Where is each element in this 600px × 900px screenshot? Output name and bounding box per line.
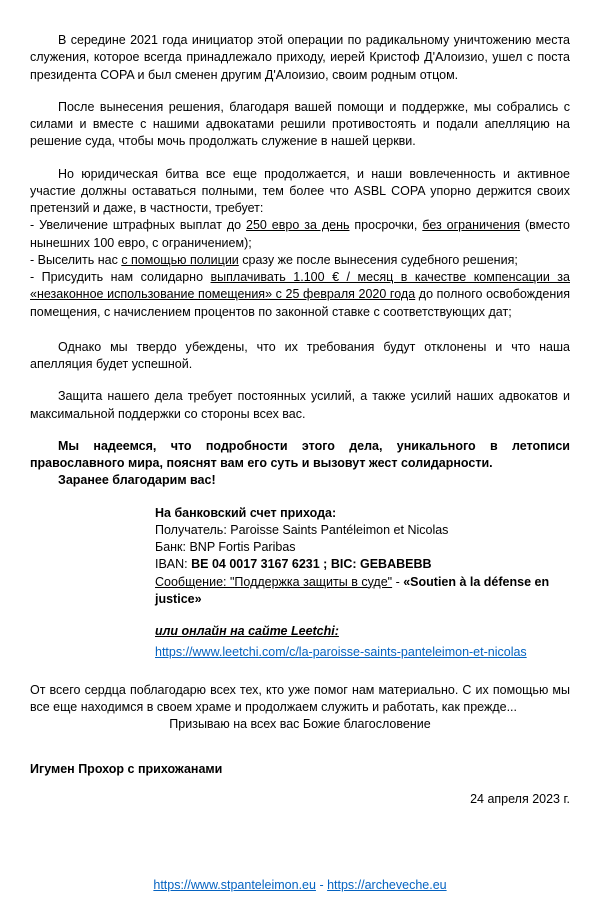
footer-links (0, 877, 600, 894)
leetchi-link-line (155, 644, 570, 661)
paragraph-legal-battle: Но юридическая битва все еще продолжается, и наши вовлеченность и активное участие должны оставаться полными, тем более что ASBL COPA упорно держится своих претензий и даже, в частности, требует: (30, 166, 570, 215)
list-item-compensation (30, 269, 570, 321)
closing-blessing: Призываю на всех вас Божие благословение (169, 717, 431, 731)
paragraph-conviction: Однако мы твердо убеждены, что их требования будут отклонены и что наша апелляция будет успешной. (30, 339, 570, 371)
footer-link-archeveche[interactable]: https://archeveche.eu (327, 877, 447, 892)
list-item-penalty-text-1: - Увеличение штрафных выплат до (30, 218, 247, 233)
list-item-penalty-text-3: (вместо нынешних 100 евро, с ограничением); (30, 218, 570, 250)
bank-iban-line (155, 556, 570, 573)
paragraph-defense-effort: Защита нашего дела требует постоянных усилий, а также усилий наших адвокатов и максимальной поддержки со стороны всех вас. (30, 389, 570, 421)
list-item-eviction-underline: с помощью полиции (121, 252, 239, 267)
paragraph-intro-2021: В середине 2021 года инициатор этой операции по радикальному уничтожению места служения, которое всегда принадлежало приходу, иерей Кристоф Д'Алоизио, ушел с поста президента COPA и был сменен другим Д'Алоизио, своим родным отцом. (30, 33, 570, 82)
paragraph-appeal: После вынесения решения, благодаря вашей помощи и поддержке, мы собрались с силами и вместе с нашими адвокатами решили противостоять и подали апелляцию на решение суда, чтобы мочь продолжать служение в нашей церкви. (30, 99, 570, 149)
bank-details-block (155, 505, 570, 609)
bank-title: На банковский счет прихода: (155, 505, 337, 520)
leetchi-block (155, 623, 570, 662)
bank-message-underlined: Сообщение: "Поддержка защиты в суде" (155, 574, 393, 589)
list-item-compensation-text-2: до полного освобождения помещения, с начислением процентов по законной ставке с соответствующих дат; (30, 287, 570, 319)
list-item-penalty-underline-1: 250 евро за день (246, 218, 350, 233)
list-item-penalty-text-2: просрочки, (349, 218, 423, 233)
list-item-compensation-underline: выплачивать 1.100 € / месяц в качестве компенсации за «незаконное использование помещения» с 25 февраля 2020 года (30, 270, 570, 302)
list-item-eviction-text-1: - Выселить нас (30, 252, 122, 267)
bank-message-separator: - (392, 574, 404, 589)
bank-recipient: Получатель: Paroisse Saints Pantéleimon et Nicolas (155, 522, 449, 537)
list-item-eviction (30, 252, 570, 269)
footer-link-stpanteleimon[interactable]: https://www.stpanteleimon.eu (153, 877, 316, 892)
bank-iban-label: IBAN: (155, 557, 192, 572)
list-item-eviction-text-2: сразу же после вынесения судебного решения; (238, 252, 518, 267)
closing-thanks: От всего сердца поблагодарю всех тех, кто уже помог нам материально. С их помощью мы все еще находимся в своем храме и продолжаем служить и работать, как прежде... (30, 682, 570, 714)
list-item-penalty (30, 217, 570, 252)
list-item-compensation-text-1: - Присудить нам солидарно (30, 270, 211, 284)
bank-message-line (155, 574, 570, 609)
paragraph-thanks-advance: Заранее благодарим вас! (58, 473, 216, 488)
leetchi-label: или онлайн на сайте Leetchi: (155, 624, 339, 638)
footer-link-separator: - (315, 877, 328, 892)
list-item-penalty-underline-2: без ограничения (422, 218, 521, 233)
paragraph-hope: Мы надеемся, что подробности этого дела, уникального в летописи православного мира, пояснят вам его суть и вызовут жест солидарности. (30, 438, 570, 470)
bank-iban-value: BE 04 0017 3167 6231 ; BIC: GEBABEBB (191, 557, 432, 572)
date: 24 апреля 2023 г. (470, 791, 570, 806)
bank-name: Банк: BNP Fortis Paribas (155, 540, 296, 554)
leetchi-link[interactable]: https://www.leetchi.com/c/la-paroisse-saints-panteleimon-et-nicolas (155, 645, 527, 660)
signature: Игумен Прохор с прихожанами (30, 762, 223, 777)
bank-message-french: «Soutien à la défense en justice» (155, 574, 550, 606)
